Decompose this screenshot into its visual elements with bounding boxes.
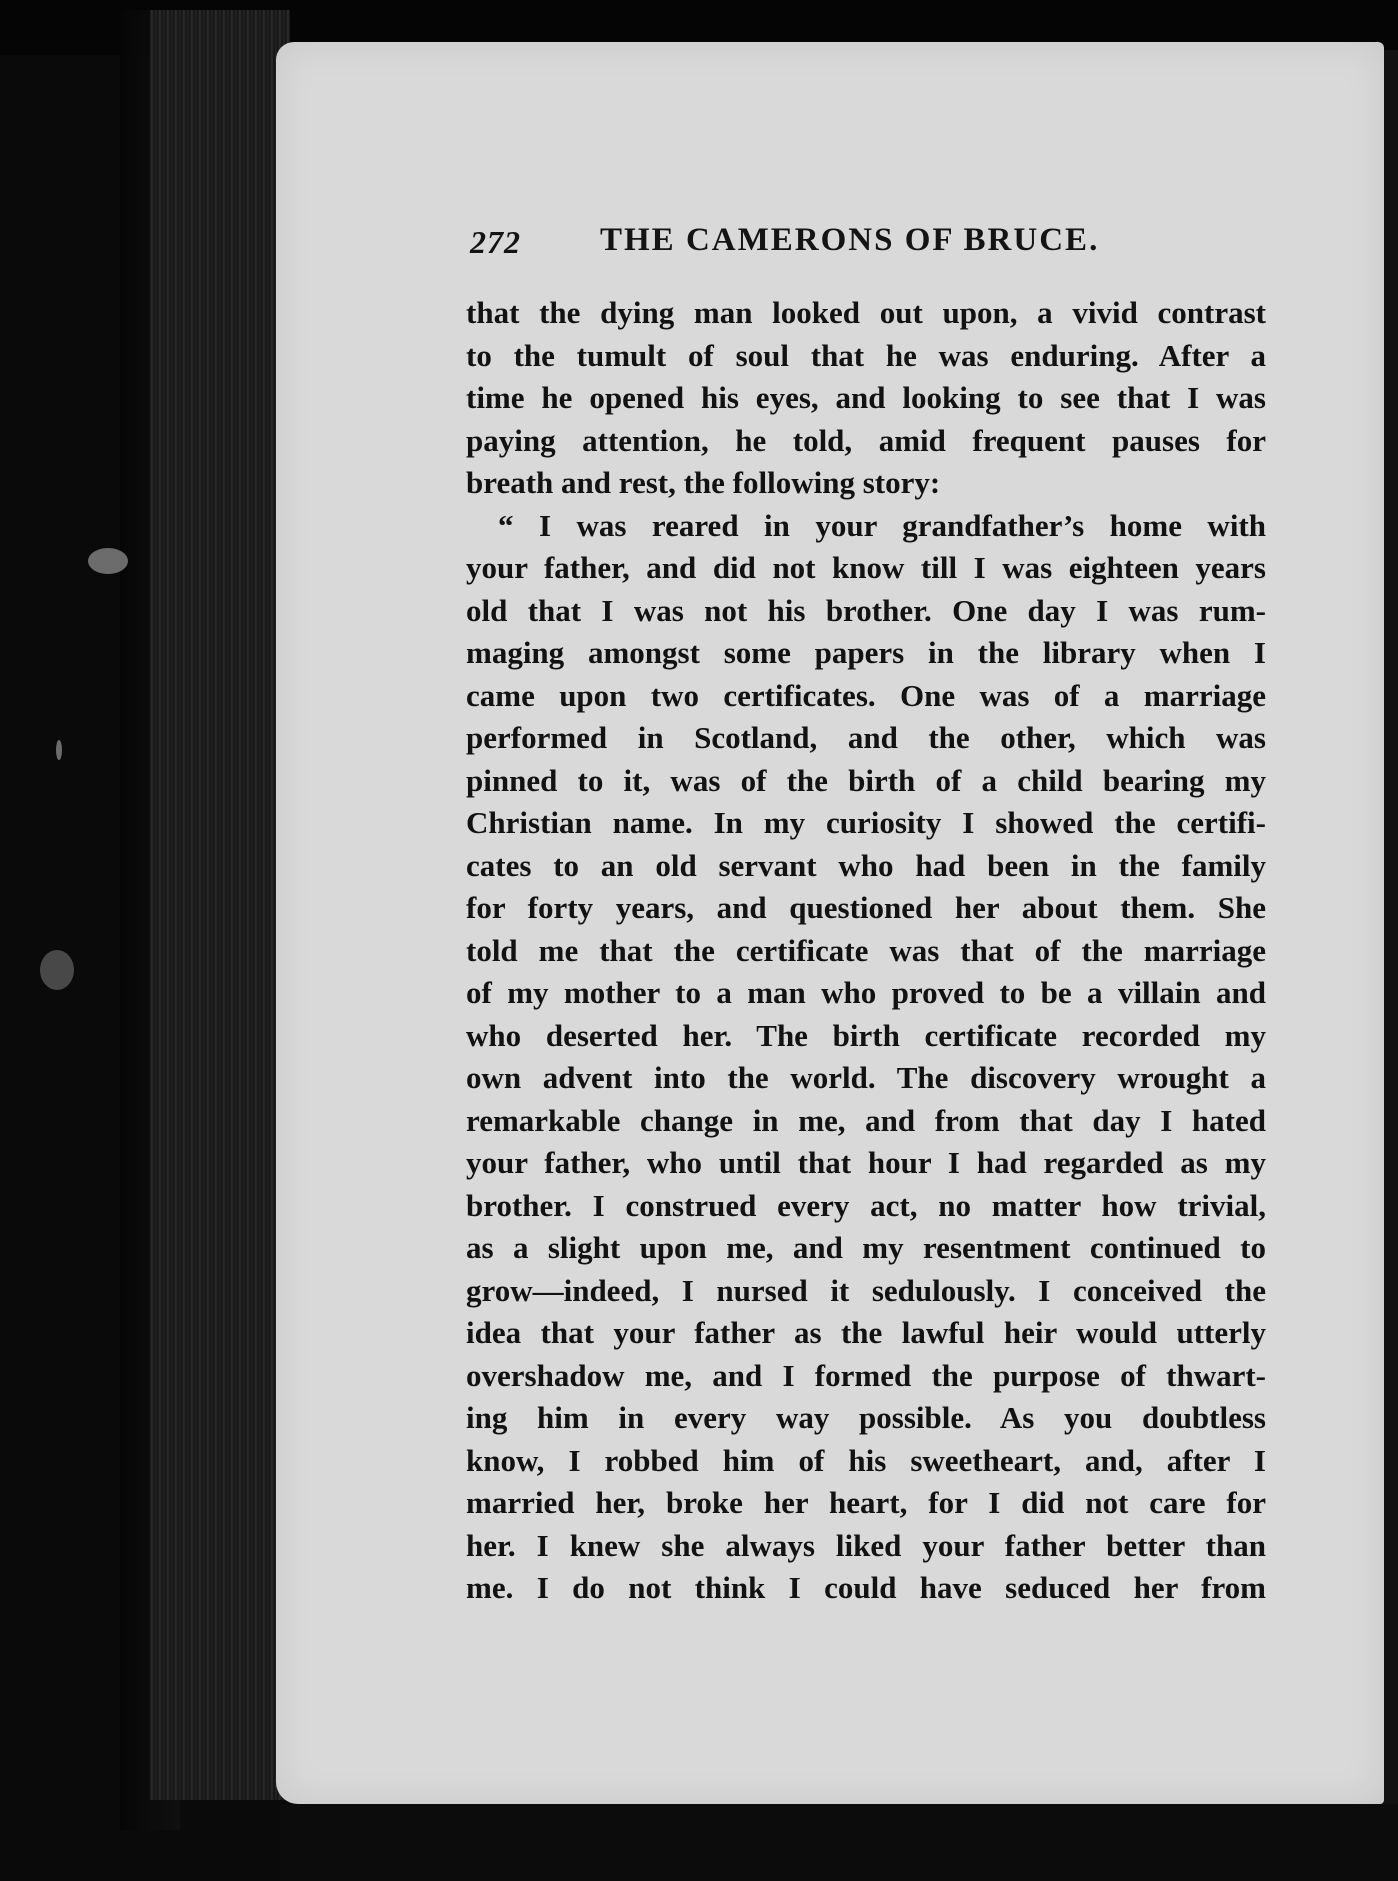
page-number: 272 [470, 224, 521, 260]
text-line: overshadow me, and I formed the purpose of thwart- [466, 1357, 1266, 1393]
scan-speck [88, 548, 128, 574]
text-line: own advent into the world. The discovery wrought a [466, 1060, 1266, 1095]
text-line: idea that your father as the lawful heir would utterly [466, 1315, 1266, 1350]
text-line: grow—indeed, I nursed it sedulously. I conceived the [466, 1272, 1266, 1308]
text-line: brother. I construed every act, no matter how trivial, [466, 1187, 1266, 1223]
text-line: married her, broke her heart, for I did not care for [466, 1485, 1266, 1520]
text-line: ing him in every way possible. As you doubtless [466, 1400, 1266, 1435]
text-line: of my mother to a man who proved to be a villain and [466, 975, 1266, 1010]
text-line: me. I do not think I could have seduced her from [466, 1570, 1266, 1605]
text-line: breath and rest, the following story: [466, 465, 941, 500]
text-line: for forty years, and questioned her about them. She [466, 890, 1266, 925]
text-line: time he opened his eyes, and looking to see that I was [466, 380, 1266, 415]
scan-speck [56, 740, 62, 760]
text-line: cates to an old servant who had been in the family [466, 847, 1266, 883]
text-line: told me that the certificate was that of the marriage [466, 932, 1266, 968]
text-line: came upon two certificates. One was of a marriage [466, 677, 1266, 713]
book-page-edges [150, 10, 290, 1800]
text-line: pinned to it, was of the birth of a child bearing my [466, 762, 1266, 798]
text-line: your father, and did not know till I was eighteen years [466, 550, 1266, 585]
text-line: maging amongst some papers in the library when I [466, 635, 1266, 670]
text-line: Christian name. In my curiosity I showed the certifi- [466, 805, 1266, 840]
running-head: THE CAMERONS OF BRUCE. [600, 222, 1100, 258]
text-line: that the dying man looked out upon, a vivid contrast [466, 295, 1266, 330]
page-header [470, 222, 1250, 272]
scan-speck [40, 950, 74, 990]
text-line: old that I was not his brother. One day I was rum- [466, 592, 1266, 628]
text-line: paying attention, he told, amid frequent pauses for [466, 422, 1266, 458]
text-line: as a slight upon me, and my resentment continued to [466, 1230, 1266, 1265]
scan-background-bottom [280, 1804, 1398, 1881]
text-line: her. I knew she always liked your father better than [466, 1527, 1266, 1563]
text-line: your father, who until that hour I had regarded as my [466, 1145, 1266, 1180]
scan-background-right [1384, 50, 1398, 1810]
text-line: “ I was reared in your grandfather’s home with [498, 507, 1266, 543]
text-line: to the tumult of soul that he was enduring. After a [466, 337, 1266, 373]
text-line: performed in Scotland, and the other, which was [466, 720, 1266, 755]
text-line: remarkable change in me, and from that day I hated [466, 1102, 1266, 1138]
text-line: who deserted her. The birth certificate recorded my [466, 1017, 1266, 1053]
page-body-text [466, 292, 1266, 1610]
text-line: know, I robbed him of his sweetheart, and, after I [466, 1442, 1266, 1478]
